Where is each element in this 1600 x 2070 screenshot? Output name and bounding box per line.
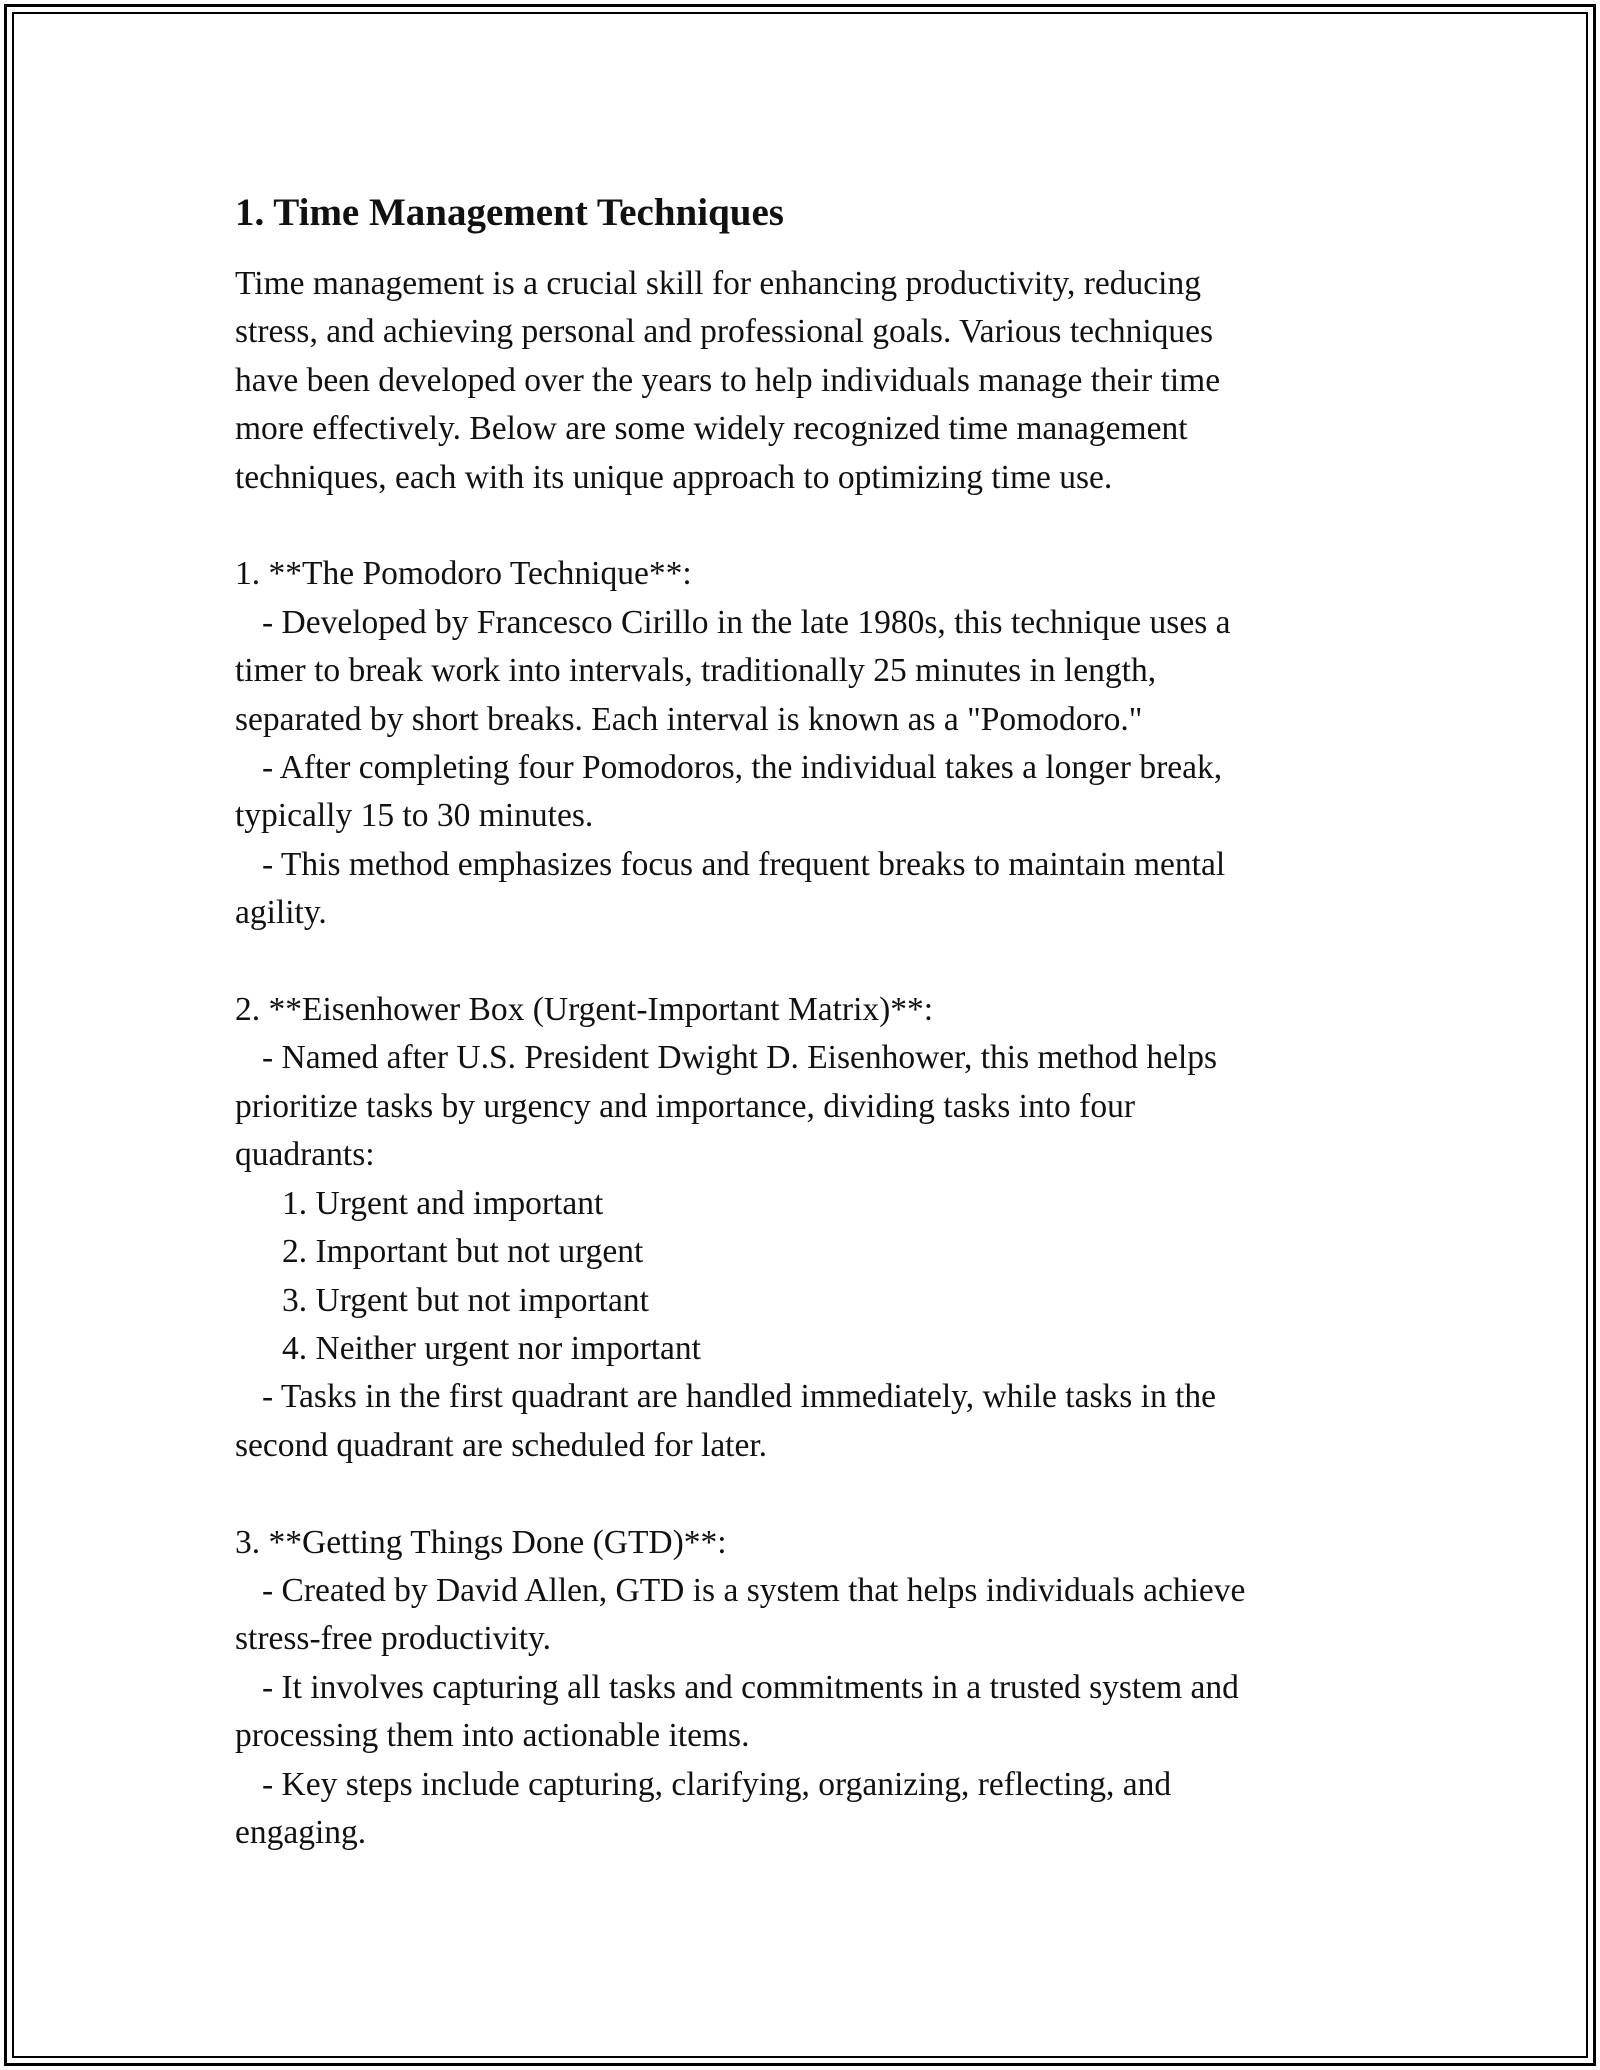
quadrant-item: 4. Neither urgent nor important xyxy=(282,1329,701,1367)
technique-section xyxy=(235,550,1375,937)
section-line: - Developed by Francesco Cirillo in the late 1980s, this technique uses a xyxy=(262,603,1231,641)
section-spacer xyxy=(235,1470,1375,1518)
section-spacer xyxy=(235,502,1375,550)
section-line: processing them into actionable items. xyxy=(235,1717,750,1755)
quadrant-item: 2. Important but not urgent xyxy=(282,1233,644,1271)
technique-section xyxy=(235,1519,1375,1858)
section-line: agility. xyxy=(235,894,327,932)
intro-line: have been developed over the years to help individuals manage their time xyxy=(235,361,1221,399)
document-body xyxy=(235,186,1375,1857)
section-spacer xyxy=(235,938,1375,986)
section-line: - This method emphasizes focus and frequent breaks to maintain mental xyxy=(262,845,1226,883)
section-line: - Key steps include capturing, clarifying, organizing, reflecting, and xyxy=(262,1765,1172,1803)
section-line: timer to break work into intervals, traditionally 25 minutes in length, xyxy=(235,652,1157,690)
intro-line: more effectively. Below are some widely recognized time management xyxy=(235,410,1188,448)
section-line: quadrants: xyxy=(235,1136,375,1174)
section-title: 3. **Getting Things Done (GTD)**: xyxy=(235,1523,727,1561)
section-line: prioritize tasks by urgency and importance, dividing tasks into four xyxy=(235,1087,1135,1125)
page-title: 1. Time Management Techniques xyxy=(235,191,784,234)
section-line: - Named after U.S. President Dwight D. Eisenhower, this method helps xyxy=(262,1039,1218,1077)
section-title: 1. **The Pomodoro Technique**: xyxy=(235,555,692,593)
technique-section xyxy=(235,986,1375,1470)
intro-line: stress, and achieving personal and professional goals. Various techniques xyxy=(235,313,1214,351)
intro-line: techniques, each with its unique approach to optimizing time use. xyxy=(235,458,1113,496)
intro-line: Time management is a crucial skill for enhancing productivity, reducing xyxy=(235,265,1201,302)
quadrant-item: 3. Urgent but not important xyxy=(282,1281,649,1319)
technique-sections xyxy=(235,502,1375,1857)
section-line: stress-free productivity. xyxy=(235,1620,551,1658)
section-title: 2. **Eisenhower Box (Urgent-Important Matrix)**: xyxy=(235,991,934,1029)
section-line: - After completing four Pomodoros, the individual takes a longer break, xyxy=(262,749,1223,787)
intro-paragraph xyxy=(235,260,1375,502)
section-line: separated by short breaks. Each interval is known as a "Pomodoro." xyxy=(235,700,1143,738)
quadrant-item: 1. Urgent and important xyxy=(282,1184,604,1222)
section-line: engaging. xyxy=(235,1813,367,1851)
section-line: - Created by David Allen, GTD is a system that helps individuals achieve xyxy=(262,1571,1246,1609)
section-line: - Tasks in the first quadrant are handled immediately, while tasks in the xyxy=(262,1378,1217,1416)
section-line: - It involves capturing all tasks and commitments in a trusted system and xyxy=(262,1668,1239,1706)
section-line: second quadrant are scheduled for later. xyxy=(235,1426,768,1464)
section-line: typically 15 to 30 minutes. xyxy=(235,797,594,835)
